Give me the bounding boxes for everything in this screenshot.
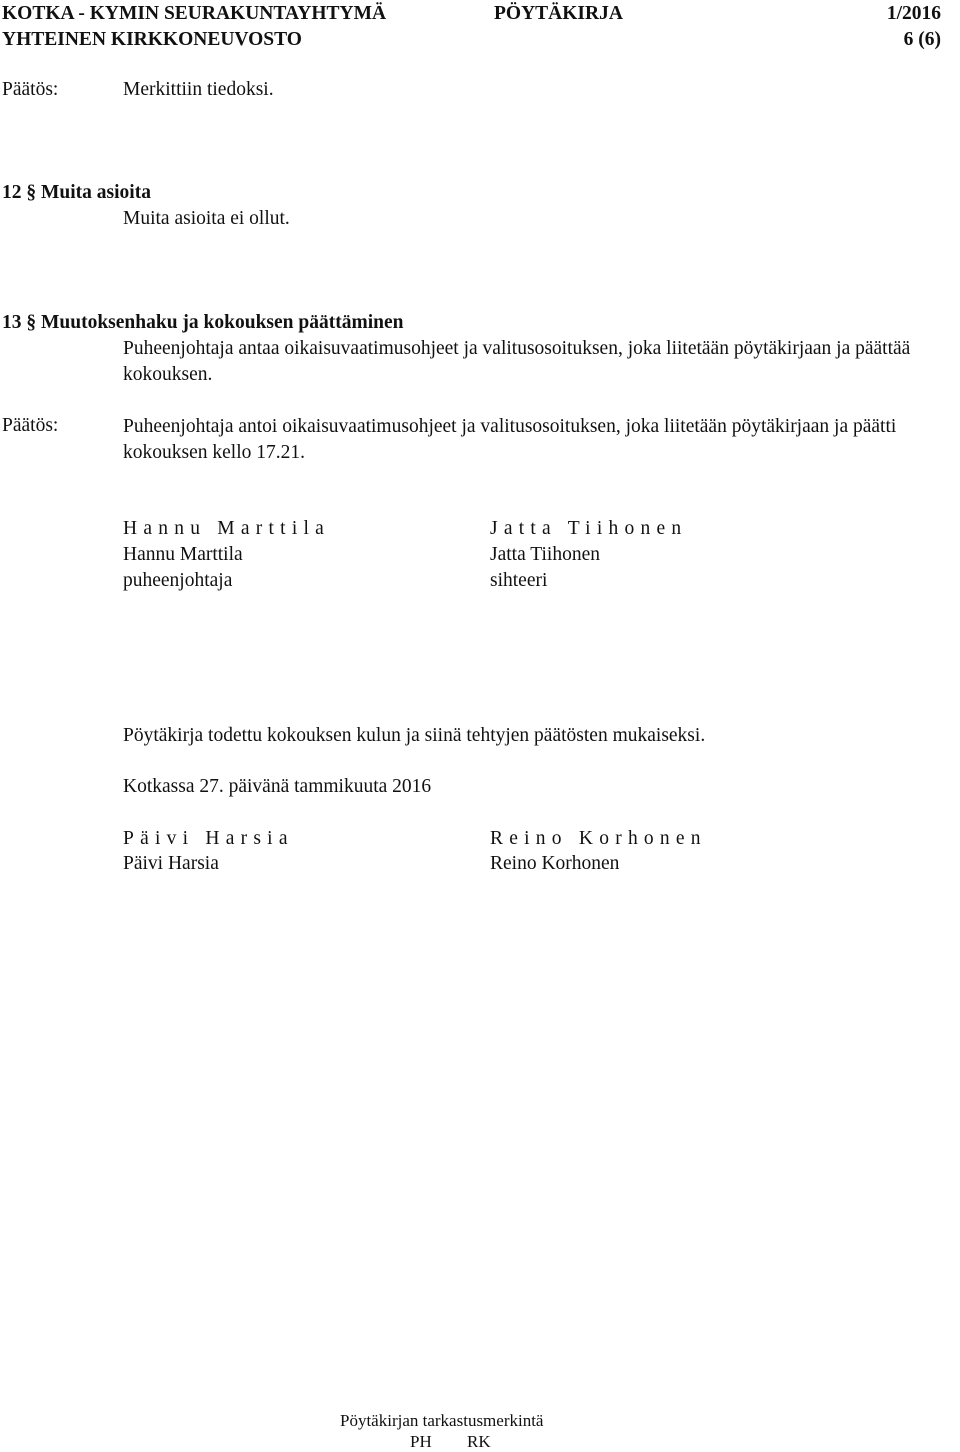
footer-label: Pöytäkirjan tarkastusmerkintä — [340, 1411, 544, 1430]
section-13-heading: 13 § Muutoksenhaku ja kokouksen päättäminen — [2, 312, 404, 333]
document-type: PÖYTÄKIRJA — [494, 3, 623, 24]
chair-role: puheenjohtaja — [123, 570, 233, 591]
section-13-decision-text: Puheenjohtaja antoi oikaisuvaatimusohjeet ja valitusosoituksen, joka liitetään pöytäkirjaan ja päätti kokouksen kello 17.21. — [123, 416, 897, 463]
decision-label: Päätös: — [2, 79, 59, 100]
place-date: Kotkassa 27. päivänä tammikuuta 2016 — [123, 776, 432, 797]
verification-statement: Pöytäkirja todettu kokouksen kulun ja siinä tehtyjen päätösten mukaiseksi. — [123, 725, 706, 746]
chair-name: Hannu Marttila — [123, 544, 243, 565]
checker-2-signature: Reino Korhonen — [490, 828, 707, 849]
page-number: 6 (6) — [903, 29, 941, 50]
organization-name: KOTKA - KYMIN SEURAKUNTAYHTYMÄ — [2, 3, 387, 24]
secretary-name: Jatta Tiihonen — [490, 544, 600, 565]
checker-2-name: Reino Korhonen — [490, 853, 620, 874]
document-number: 1/2016 — [886, 3, 941, 24]
section-12-heading: 12 § Muita asioita — [2, 182, 151, 203]
footer-initials-1: PH — [410, 1432, 432, 1451]
chair-signature: Hannu Marttila — [123, 518, 331, 539]
secretary-role: sihteeri — [490, 570, 548, 591]
council-name: YHTEINEN KIRKKONEUVOSTO — [2, 29, 302, 50]
decision-text: Merkittiin tiedoksi. — [123, 79, 274, 100]
footer-initials-2: RK — [467, 1432, 491, 1451]
decision-label: Päätös: — [2, 415, 59, 436]
checker-1-name: Päivi Harsia — [123, 853, 219, 874]
checker-1-signature: Päivi Harsia — [123, 828, 294, 849]
secretary-signature: Jatta Tiihonen — [490, 518, 688, 539]
section-12-body: Muita asioita ei ollut. — [123, 208, 290, 229]
section-13-body: Puheenjohtaja antaa oikaisuvaatimusohjeet ja valitusosoituksen, joka liitetään pöytäkirjaan ja päättää kokouksen. — [123, 338, 911, 385]
